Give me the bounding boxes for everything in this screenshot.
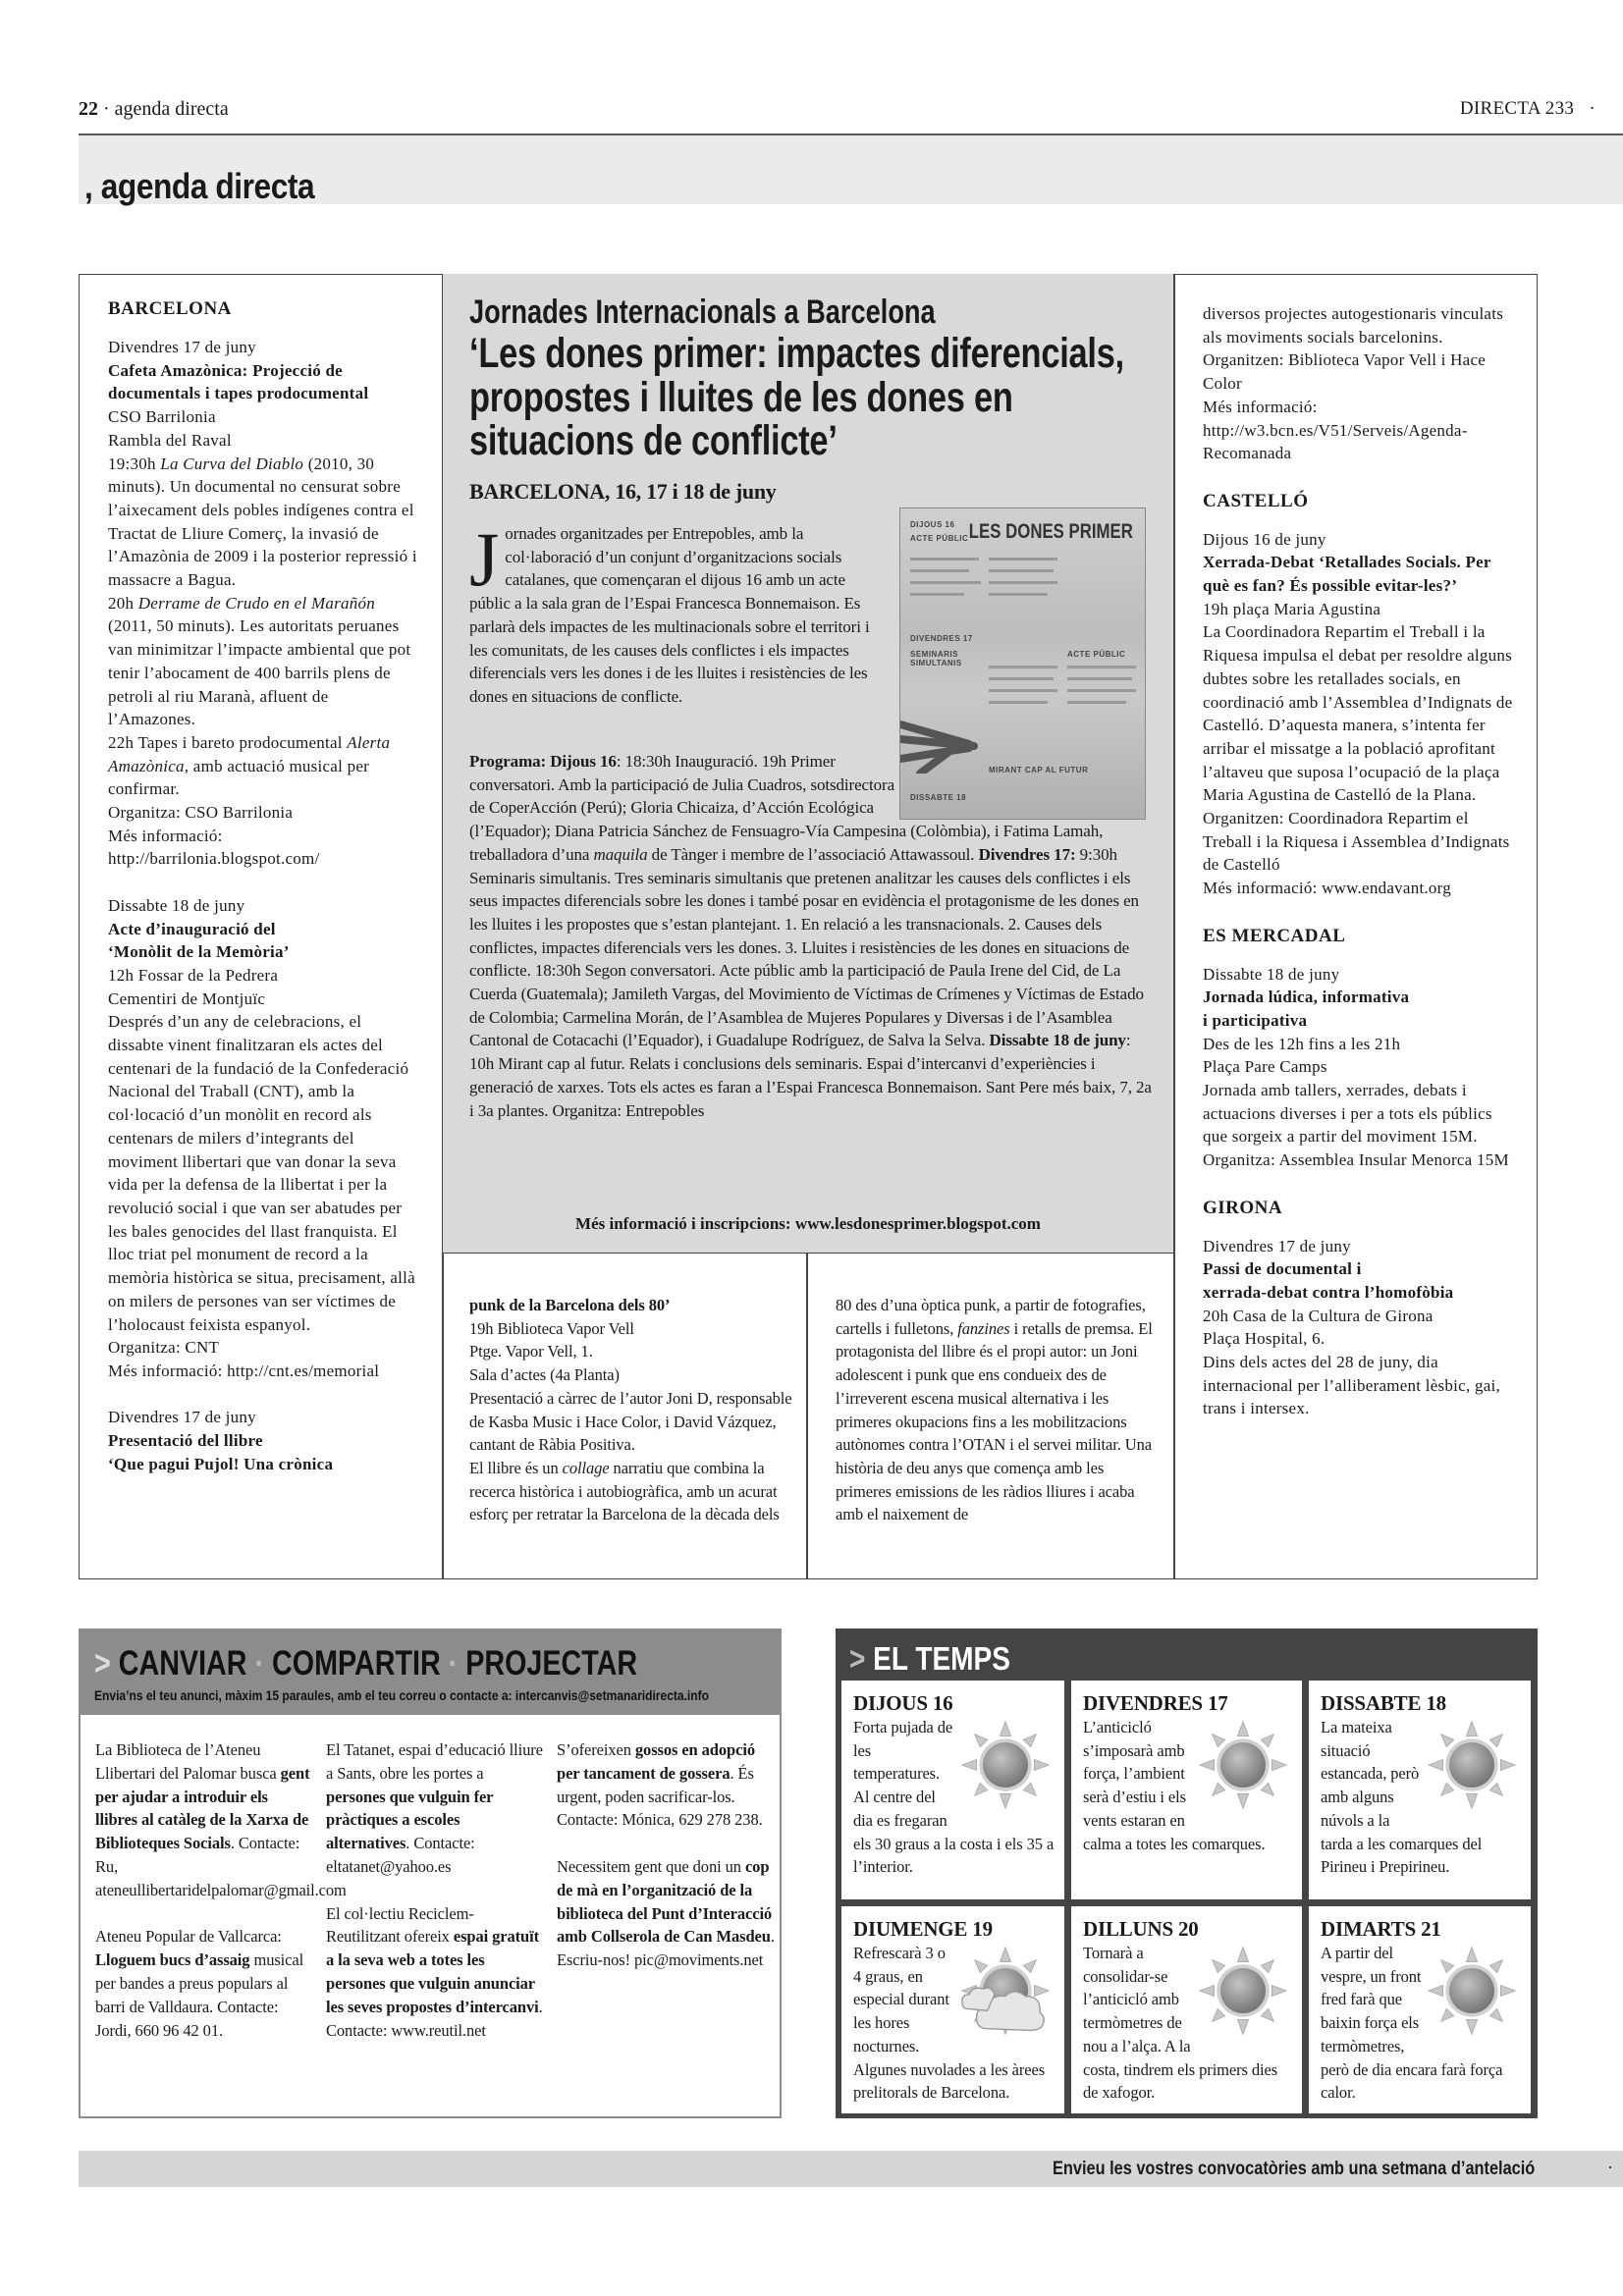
column-divider xyxy=(1173,274,1175,1579)
weather-day xyxy=(1309,1681,1531,1899)
text-run: Organitza: CNT xyxy=(108,1338,220,1358)
drop-cap: J xyxy=(469,516,500,602)
sun-icon xyxy=(1198,1716,1288,1814)
section-title: , agenda directa xyxy=(84,166,315,206)
text-run: Més informació: xyxy=(108,826,223,845)
text-line xyxy=(1203,807,1519,877)
poster-label: DIVENDRES 17 xyxy=(910,634,973,643)
weather-forecast-text: Tornarà a consolidar-se l’anticicló amb termòmetres de nou a l’alça. A la costa, tindrem els primers dies de xafogor. xyxy=(1083,1942,1292,2105)
text-run: Dissabte 18 de juny xyxy=(1203,964,1340,984)
agenda-event xyxy=(1203,302,1519,465)
text-line xyxy=(1203,528,1519,552)
text-run: . Contacte: Ru, ateneullibertaridelpalomar@gmail.com xyxy=(95,1834,347,1899)
text-line xyxy=(1203,1351,1519,1420)
text-run: Necessitem gent que doni un xyxy=(557,1856,745,1876)
text-line xyxy=(108,940,420,964)
feature-dateline: BARCELONA, 16, 17 i 18 de juny xyxy=(469,479,777,504)
bold-text: Cafeta Amazònica: Projecció de documentals i tapes prodocumental xyxy=(108,360,369,403)
text-run: 12h Fossar de la Pedrera xyxy=(108,965,279,985)
classified-ad xyxy=(326,1738,544,1879)
issue-folio xyxy=(1460,98,1596,120)
weather-title-text: EL TEMPS xyxy=(873,1640,1010,1677)
text-run: La Biblioteca de l’Ateneu Llibertari del Palomar busca xyxy=(95,1740,281,1783)
text-line xyxy=(108,918,420,941)
text-line xyxy=(1203,302,1519,348)
classifieds-column xyxy=(326,1738,544,2065)
agenda-event xyxy=(1203,528,1519,900)
text-run: Dijous 16 de juny xyxy=(1203,529,1326,549)
classified-ad xyxy=(95,1738,347,1902)
text-line xyxy=(108,964,420,988)
folio-separator: · xyxy=(103,98,110,120)
folio-section: agenda directa xyxy=(114,98,229,120)
text-line xyxy=(108,1429,420,1453)
feature-headline: ‘Les dones primer: impactes diferencials, propostes i lluites de les dones en situacions de conflicte’ xyxy=(469,330,1124,464)
sun-cloud-icon xyxy=(960,1942,1051,2040)
weather-day xyxy=(841,1906,1064,2113)
agenda-event xyxy=(1203,1235,1519,1421)
poster-title: LES DONES PRIMER xyxy=(968,520,1133,543)
weather-day xyxy=(1071,1906,1302,2113)
text-line xyxy=(1203,986,1519,1009)
sun-icon xyxy=(1427,1942,1517,2040)
bold-text: Lloguem bucs d’assaig xyxy=(95,1950,250,1970)
text-line xyxy=(1203,348,1519,395)
text-run: diversos projectes autogestionaris vinculats als moviments socials barcelonins. xyxy=(1203,304,1504,347)
text-line xyxy=(108,1406,420,1429)
feature-intro xyxy=(469,516,877,709)
text-run: http://w3.bcn.es/V51/Serveis/Agenda-Recomanada xyxy=(1203,420,1468,463)
weather-forecast-text: Refrescarà 3 o 4 graus, en especial durant les hores nocturnes. Algunes nuvolades a les àrees prelitorals de Barcelona. xyxy=(853,1942,1055,2105)
text-line xyxy=(1203,1148,1519,1172)
bold-text: ‘Monòlit de la Memòria’ xyxy=(108,942,290,962)
text-run: 19:30h xyxy=(108,454,161,473)
agenda-event xyxy=(108,336,420,871)
text-run: . És urgent, poden sacrificar-los. Contacte: Mónica, 629 278 238. xyxy=(557,1763,763,1830)
text-run: Més informació: http://cnt.es/memorial xyxy=(108,1361,380,1380)
agenda-column-mid-1 xyxy=(469,1294,793,1526)
weather-forecast-text: Forta pujada de les temperatures. Al centre del dia es fregaran els 30 graus a la costa i els 35 a l’interior. xyxy=(853,1718,1055,1877)
text-run: 9:30h Seminaris simultanis. Tres seminaris simultanis que pretenen analitzar les causes dels conflictes i els seus impactes diferencials sobre les dones i també posar en evidència el protagonisme de les dones en les lluites i les propostes que s’estan plantejant. 1. En relació a les transnacionals. 2. Causes dels conflictes, impactes diferencials vers les dones. 3. Lluites i resistències de les dones en situacions de conflicte. 18:30h Segon conversatori. Acte públic amb la participació de Paula Irene del Cid, de La Cuerda (Guatemala); Jamileth Vargas, del Movimiento de Víctimas de Crímenes y Víctimas de Estado de Colombia; Carmelina Morán, de l’Asamblea de Mujeres Populares y Diversas i de l’Asamblea Cantonal de Cotacachi (l’Equador), i Guadalupe Rodríguez, de Salva la Selva. xyxy=(469,844,1144,1050)
text-line xyxy=(836,1294,1160,1526)
text-line xyxy=(1203,1055,1519,1079)
classifieds-title xyxy=(94,1644,637,1683)
text-line xyxy=(469,1340,793,1363)
poster-label: DISSABTE 18 xyxy=(910,793,967,802)
text-run: 20h Casa de la Cultura de Girona xyxy=(1203,1306,1434,1325)
text-run: (2011, 50 minuts). Les autoritats peruanes van minimitzar l’impacte ambiental que pot tenir l’abocament de 400 barrils plens de petroli al riu Maranà, afluent de l’Amazones. xyxy=(108,616,411,729)
feature-kicker: Jornades Internacionals a Barcelona xyxy=(469,294,936,331)
text-run: i retalls de premsa. El protagonista del llibre és el propi autor: un Joni adolescent i punk que ens condueix des de l’irreverent escena musical alternativa i les primeres okupacions fins a les mobilitzacions autònomes contra l’OTAN i el servei militar. Una història de deu anys que comença amb les primeres emissions de les ràdios lliures i acaba amb el naixement de xyxy=(836,1318,1153,1524)
classified-ad xyxy=(326,1902,544,2043)
italic-text: Alerta Amazònica xyxy=(108,732,391,775)
bold-text: gossos en adopció per tancament de gossera xyxy=(557,1740,755,1783)
bold-text: ‘Que pagui Pujol! Una crònica xyxy=(108,1454,334,1473)
bold-text: punk de la Barcelona dels 80’ xyxy=(469,1296,671,1314)
agenda-column-mid-2 xyxy=(836,1294,1160,1526)
italic-text: Derrame de Crudo en el Marañón xyxy=(137,593,375,613)
text-line xyxy=(108,847,420,871)
title-part: CANVIAR xyxy=(118,1644,247,1682)
text-line xyxy=(1203,1079,1519,1148)
agenda-event xyxy=(108,894,420,1383)
bold-text: Jornada lúdica, informativa xyxy=(1203,988,1410,1007)
page-folio xyxy=(79,98,229,121)
feature-intro-text: ornades organitzades per Entrepobles, amb la col·laboració d’un conjunt d’organitzacions socials catalanes, que començaran el dijous 16 amb un acte públic a la sala gran de l’Espai Francesca Bonnemaison. Es parlarà dels impactes de les multinacionals sobre el territori i les comunitats, de les causes dels conflictes i els impactes diferencials vers les dones i de les lluites i resistències de les dones en situacions de conflicte. xyxy=(469,524,870,706)
bold-text: persones que vulguin fer pràctiques a escoles alternatives xyxy=(326,1787,494,1853)
text-run: de Tànger i membre de l’associació Attawassoul. xyxy=(647,844,979,864)
text-run: Plaça Hospital, 6. xyxy=(1203,1329,1325,1349)
text-run: (2010, 30 minuts). Un documental no censurat sobre l’aixecament dels pobles indígenes contra el Tractat de Lliure Comerç, la invasió de l’Amazònia de 2009 i la posterior repressió i massacre a Bagua. xyxy=(108,454,417,590)
text-run: 19h plaça Maria Agustina xyxy=(1203,599,1381,618)
poster-label: MIRANT CAP AL FUTUR xyxy=(989,766,1089,774)
text-line xyxy=(108,1360,420,1383)
feature-more-info: Més informació i inscripcions: www.lesdonesprimer.blogspot.com xyxy=(575,1214,1041,1233)
text-line xyxy=(1203,1033,1519,1056)
sun-icon xyxy=(1198,1942,1288,2040)
weather-day xyxy=(1309,1906,1531,2113)
text-run: narratiu que combina la recerca històrica i autobiogràfica, amb un acurat esforç per retratar la Barcelona de la dècada dels xyxy=(469,1458,780,1524)
text-run: Organitza: CSO Barrilonia xyxy=(108,803,294,823)
text-line xyxy=(1203,877,1519,900)
text-run: 80 des d’una òptica punk, a partir de fotografies, cartells i fulletons, xyxy=(836,1296,1146,1338)
city-heading: CASTELLÓ xyxy=(1203,490,1309,511)
agenda-event xyxy=(1203,963,1519,1172)
text-run: La Coordinadora Repartim el Treball i la Riquesa impulsa el debat per resoldre alguns dubtes sobre les retallades socials, en coordinació amb l’Assemblea d’Indignats de Castelló. D’aquesta manera, s’intenta fer arribar el missatge a la població aprofitant l’altaveu que suposa l’ocupació de la plaça Maria Agustina de Castelló de la Plana. xyxy=(1203,622,1513,805)
text-run: Més informació: www.endavant.org xyxy=(1203,879,1452,898)
text-run: Organitzen: Coordinadora Repartim el Treball i la Riquesa i Assemblea d’Indignats de Castelló xyxy=(1203,809,1510,875)
bold-text: i participativa xyxy=(1203,1010,1308,1030)
text-run: : 10h Mirant cap al futur. Relats i conclusions dels seminaris. Espai d’intercanvi d’experiències i generació de xarxes. Tots els actes es faran a l’Espai Francesca Bonnemaison. Sant Pere més baix, 7, 2a i 3a plantes. Organitza: Entrepobles xyxy=(469,1031,1152,1120)
event-poster-image xyxy=(899,507,1146,820)
text-line xyxy=(469,1457,793,1526)
text-line xyxy=(108,405,420,429)
column-divider xyxy=(806,1254,808,1579)
bold-text: Acte d’inauguració del xyxy=(108,919,276,938)
bold-text: Programa: Dijous 16 xyxy=(469,752,617,771)
text-line xyxy=(1203,1281,1519,1305)
text-line xyxy=(108,592,420,731)
text-run: . Contacte: www.reutil.net xyxy=(326,1997,543,2040)
text-run: Sala d’actes (4a Planta) xyxy=(469,1365,620,1385)
footer-notice: Envieu les vostres convocatòries amb una setmana d’antelació xyxy=(1052,2159,1535,2179)
text-run: Dissabte 18 de juny xyxy=(108,895,245,915)
text-line xyxy=(108,731,420,801)
text-run: Jornada amb tallers, xerrades, debats i actuacions diverses i per a tots els públics que sorgeix a partir del moviment 15M. xyxy=(1203,1081,1492,1147)
weather-box xyxy=(836,1629,1538,2118)
poster-label: ACTE PÚBLIC xyxy=(1067,650,1126,659)
city-heading: ES MERCADAL xyxy=(1203,925,1346,946)
text-line xyxy=(108,1010,420,1336)
italic-text: fanzines xyxy=(957,1318,1010,1338)
text-run: . Escriu-nos! pic@moviments.net xyxy=(557,1927,775,1970)
text-line xyxy=(108,429,420,453)
text-run: Divendres 17 de juny xyxy=(108,338,256,356)
classifieds-box xyxy=(79,1629,782,2118)
issue-dot: · xyxy=(1589,98,1596,119)
poster-label: DIJOUS 16 xyxy=(910,520,955,529)
text-line xyxy=(108,1336,420,1360)
italic-text: La Curva del Diablo xyxy=(160,454,304,473)
classified-ad xyxy=(557,1738,775,1832)
text-run: : 18:30h Inauguració. 19h Primer conversatori. Amb la participació de Julia Cuadros, sotsdirectora de CoperAcción (Perú); Gloria Chicaiza, d’Acción Ecológica (l’Equador); Diana Patricia Sánchez de Fensuagro-Vía Campesina (Colòmbia), i Fatima Lamah, treballadora d’una xyxy=(469,752,1104,864)
bold-text: Presentació del llibre xyxy=(108,1431,263,1451)
text-run: El Tatanet, espai d’educació lliure a Sants, obre les portes a xyxy=(326,1740,543,1783)
weather-day-label: DISSABTE 18 xyxy=(1321,1691,1446,1715)
footer-dot: · xyxy=(1607,2158,1613,2177)
weather-day-label: DIJOUS 16 xyxy=(853,1691,953,1715)
agenda-column-right xyxy=(1203,302,1519,1420)
classifieds-column xyxy=(557,1738,775,1996)
bold-text: cop de mà en l’organització de la biblioteca del Punt d’Interacció amb Collserola de Can Masdeu xyxy=(557,1856,773,1947)
text-run: Després d’un any de celebracions, el dissabte vinent finalitzaran els actes del centenari de la fundació de la Confederació Nacional del Traball (CNT), amb la col·locació d’un monòlit en record als centenars de milers d’integrants del moviment llibertari que van donar la seva vida per la defensa de la llibertat i per la revolució social i que van ser abatudes per les bales genocides del llast franquista. El lloc triat pel monument de record a la memòria històrica se situa, precisament, allà on milers de persones van ser víctimes de l’holocaust feixista espanyol. xyxy=(108,1012,415,1334)
text-line xyxy=(1203,419,1519,465)
issue-number: DIRECTA 233 xyxy=(1459,98,1575,119)
weather-day-label: DIUMENGE 19 xyxy=(853,1917,993,1941)
text-line xyxy=(108,1453,420,1476)
text-run: Divendres 17 de juny xyxy=(108,1408,256,1427)
text-run: Rambla del Raval xyxy=(108,430,232,450)
text-run: Ateneu Popular de Vallcarca: xyxy=(95,1927,282,1947)
text-run: Organitzen: Biblioteca Vapor Vell i Hace Color xyxy=(1203,350,1487,394)
classified-ad xyxy=(95,1925,313,2042)
weather-forecast-text: A partir del vespre, un front fred farà que baixin força els termòmetres, però de dia encara farà força calor. xyxy=(1321,1942,1521,2105)
bold-text: Divendres 17: xyxy=(978,844,1076,864)
italic-text: collage xyxy=(562,1458,610,1477)
text-line xyxy=(1203,551,1519,597)
text-run: Cementiri de Montjuïc xyxy=(108,988,266,1008)
title-part: COMPARTIR xyxy=(272,1644,441,1682)
text-run: Ptge. Vapor Vell, 1. xyxy=(469,1342,593,1362)
bold-text: xerrada-debat contra l’homofòbia xyxy=(1203,1282,1454,1302)
text-line xyxy=(1203,1009,1519,1033)
classifieds-column xyxy=(95,1738,347,2065)
text-line xyxy=(108,453,420,592)
text-line xyxy=(108,336,420,359)
text-line xyxy=(1203,396,1519,419)
text-line xyxy=(108,988,420,1011)
hands-illustration xyxy=(900,715,979,774)
bold-text: Dissabte 18 de juny xyxy=(989,1031,1126,1050)
arrow-icon: > xyxy=(94,1644,111,1682)
city-heading: GIRONA xyxy=(1203,1197,1283,1218)
text-run: Més informació: xyxy=(1203,397,1318,416)
text-run: CSO Barrilonia xyxy=(108,407,216,427)
bold-text: gent per ajudar a introduir els llibres al catàleg de la Xarxa de Biblioteques Socials xyxy=(95,1763,310,1853)
title-part: PROJECTAR xyxy=(465,1644,638,1682)
sun-icon xyxy=(1427,1716,1517,1814)
weather-forecast-text: La mateixa situació estancada, però amb alguns núvols a la tarda a les comarques del Pirineu i Prepirineu. xyxy=(1321,1716,1521,1879)
text-run: 20h xyxy=(108,593,138,613)
agenda-column-left xyxy=(108,296,420,1475)
bold-text: Xerrada-Debat ‘Retallades Socials. Per què es fan? És possible evitar-les?’ xyxy=(1203,553,1491,596)
text-line xyxy=(469,1317,793,1341)
text-run: El llibre és un xyxy=(469,1458,563,1477)
text-line xyxy=(1203,598,1519,621)
weather-day xyxy=(1071,1681,1302,1899)
weather-day-label: DIVENDRES 17 xyxy=(1083,1691,1228,1715)
bold-text: espai gratuït a la seva web a totes les persones que vulguin anunciar les seves propostes d’intercanvi xyxy=(326,1927,540,2016)
agenda-event xyxy=(108,1406,420,1475)
text-line xyxy=(108,801,420,825)
poster-label: ACTE PÚBLIC xyxy=(910,534,969,543)
weather-day-label: DIMARTS 21 xyxy=(1321,1917,1441,1941)
classifieds-subtitle: Envia’ns el teu anunci, màxim 15 paraules, amb el teu correu o contacte a: intercanvis@setmanaridirecta.info xyxy=(94,1687,709,1703)
text-line xyxy=(108,359,420,405)
weather-title xyxy=(849,1640,1010,1678)
text-line xyxy=(1203,1235,1519,1258)
weather-day-label: DILLUNS 20 xyxy=(1083,1917,1199,1941)
text-run: El col·lectiu Reciclem-Reutilitzant ofereix xyxy=(326,1903,474,1947)
text-line xyxy=(1203,1305,1519,1328)
text-run: Dins dels actes del 28 de juny, dia internacional per l’alliberament lèsbic, gai, trans i intersex. xyxy=(1203,1353,1500,1418)
text-line xyxy=(108,894,420,918)
weather-forecast-text: L’anticicló s’imposarà amb força, l’ambient serà d’estiu i els vents estaran en calma a totes les comarques. xyxy=(1083,1716,1292,1855)
text-line xyxy=(1203,1257,1519,1281)
poster-label: SEMINARIS SIMULTANIS xyxy=(910,650,962,667)
text-run: Presentació a càrrec de l’autor Joni D, responsable de Kasba Music i Hace Color, i David Vázquez, cantant de Ràbia Positiva. xyxy=(469,1388,792,1455)
text-run: http://barrilonia.blogspot.com/ xyxy=(108,849,320,869)
italic-text: maquila xyxy=(593,844,648,864)
classified-ad xyxy=(557,1855,775,1972)
city-heading: BARCELONA xyxy=(108,298,232,319)
weather-day xyxy=(841,1681,1064,1899)
page-number: 22 xyxy=(79,98,98,120)
text-line xyxy=(1203,963,1519,987)
sun-icon xyxy=(960,1716,1051,1814)
text-line xyxy=(469,1294,793,1317)
text-run: Des de les 12h fins a les 21h xyxy=(1203,1034,1401,1053)
text-run: . Contacte: eltatanet@yahoo.es xyxy=(326,1834,475,1876)
text-run: , amb actuació musical per confirmar. xyxy=(108,756,370,799)
text-line xyxy=(1203,620,1519,807)
text-line xyxy=(469,1387,793,1457)
text-run: Divendres 17 de juny xyxy=(1203,1236,1351,1255)
text-line xyxy=(108,825,420,848)
text-run: 22h Tapes i bareto prodocumental xyxy=(108,732,348,752)
text-run: musical per bandes a preus populars al barri de Valldaura. Contacte: Jordi, 660 96 42 01. xyxy=(95,1950,304,2040)
title-separator: · xyxy=(448,1644,459,1682)
arrow-icon: > xyxy=(849,1640,866,1677)
bold-text: Passi de documental i xyxy=(1203,1259,1362,1279)
text-run: 19h Biblioteca Vapor Vell xyxy=(469,1318,634,1338)
text-run: Organitza: Assemblea Insular Menorca 15M xyxy=(1203,1150,1509,1170)
text-run: Plaça Pare Camps xyxy=(1203,1057,1327,1077)
text-line xyxy=(469,1363,793,1387)
title-separator: · xyxy=(254,1644,265,1682)
text-line xyxy=(1203,1327,1519,1351)
text-run: S’ofereixen xyxy=(557,1740,635,1759)
